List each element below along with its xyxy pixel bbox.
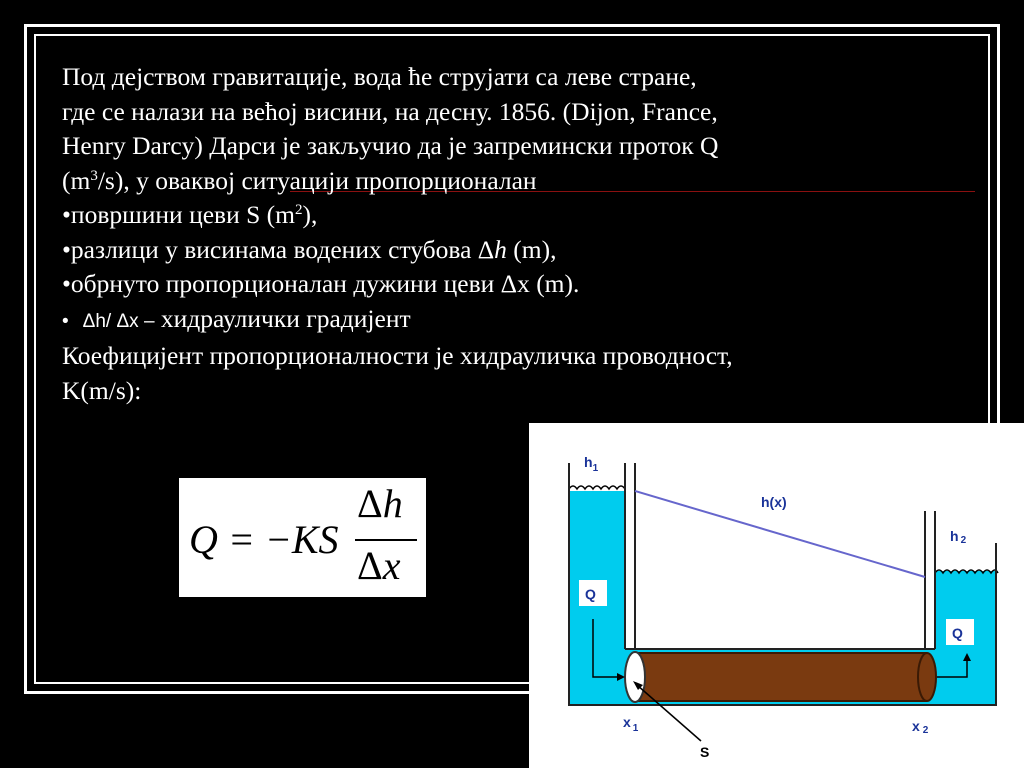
h1-label: $h_1$ <box>584 454 599 474</box>
text-line-2: где се налази на већој висини, на десну. 1856. (Dijon, France, <box>62 96 718 126</box>
bullet-hydraulic-gradient: • Δh/ Δx – хидраулички градијент <box>62 303 411 333</box>
hx-label: h(x) <box>761 494 787 510</box>
slide-text <box>62 60 982 408</box>
bullet-pipe-length: •обрнуто пропорционалан дужини цеви Δx (m). <box>62 269 580 298</box>
pipe-left-cross-section <box>625 652 645 702</box>
bullet-surface: •површини цеви S $(m^2)$, <box>62 200 318 229</box>
text-k-units: K(m/s): <box>62 375 142 405</box>
text-line-3: Henry Darcy) Дарси је закључио да је запремински проток Q <box>62 131 719 160</box>
pipe-body <box>635 653 927 701</box>
darcy-apparatus-diagram <box>529 423 1024 768</box>
text-line-1: Под дејством гравитације, вода ће струјати са леве стране, <box>62 62 697 91</box>
left-water-wave <box>569 486 625 489</box>
pipe-right-end <box>918 653 936 701</box>
bullet-height-difference: •разлици у висинама водених стубова Δh (m), <box>62 234 557 264</box>
h2-label: h 2 <box>950 528 967 546</box>
darcy-formula <box>179 478 426 597</box>
text-coefficient: Коефицијент пропорционалности је хидрауличка проводност, <box>62 341 733 370</box>
formula-fraction-bar <box>355 539 417 541</box>
q-right-label: Q <box>952 625 963 641</box>
q-left-label: Q <box>585 586 596 602</box>
text-line-4: $(m^3/s)$, у оваквој ситуацији пропорционалан <box>62 165 537 195</box>
s-label: S <box>700 744 710 760</box>
diagram-svg <box>529 423 1024 768</box>
formula-numerator: Δh <box>357 481 403 526</box>
formula-lhs: Q = −KS <box>189 517 339 562</box>
x1-label: x $_1$ <box>623 714 639 734</box>
x2-label: x 2 <box>912 718 929 736</box>
formula-denominator: Δx <box>357 543 401 588</box>
